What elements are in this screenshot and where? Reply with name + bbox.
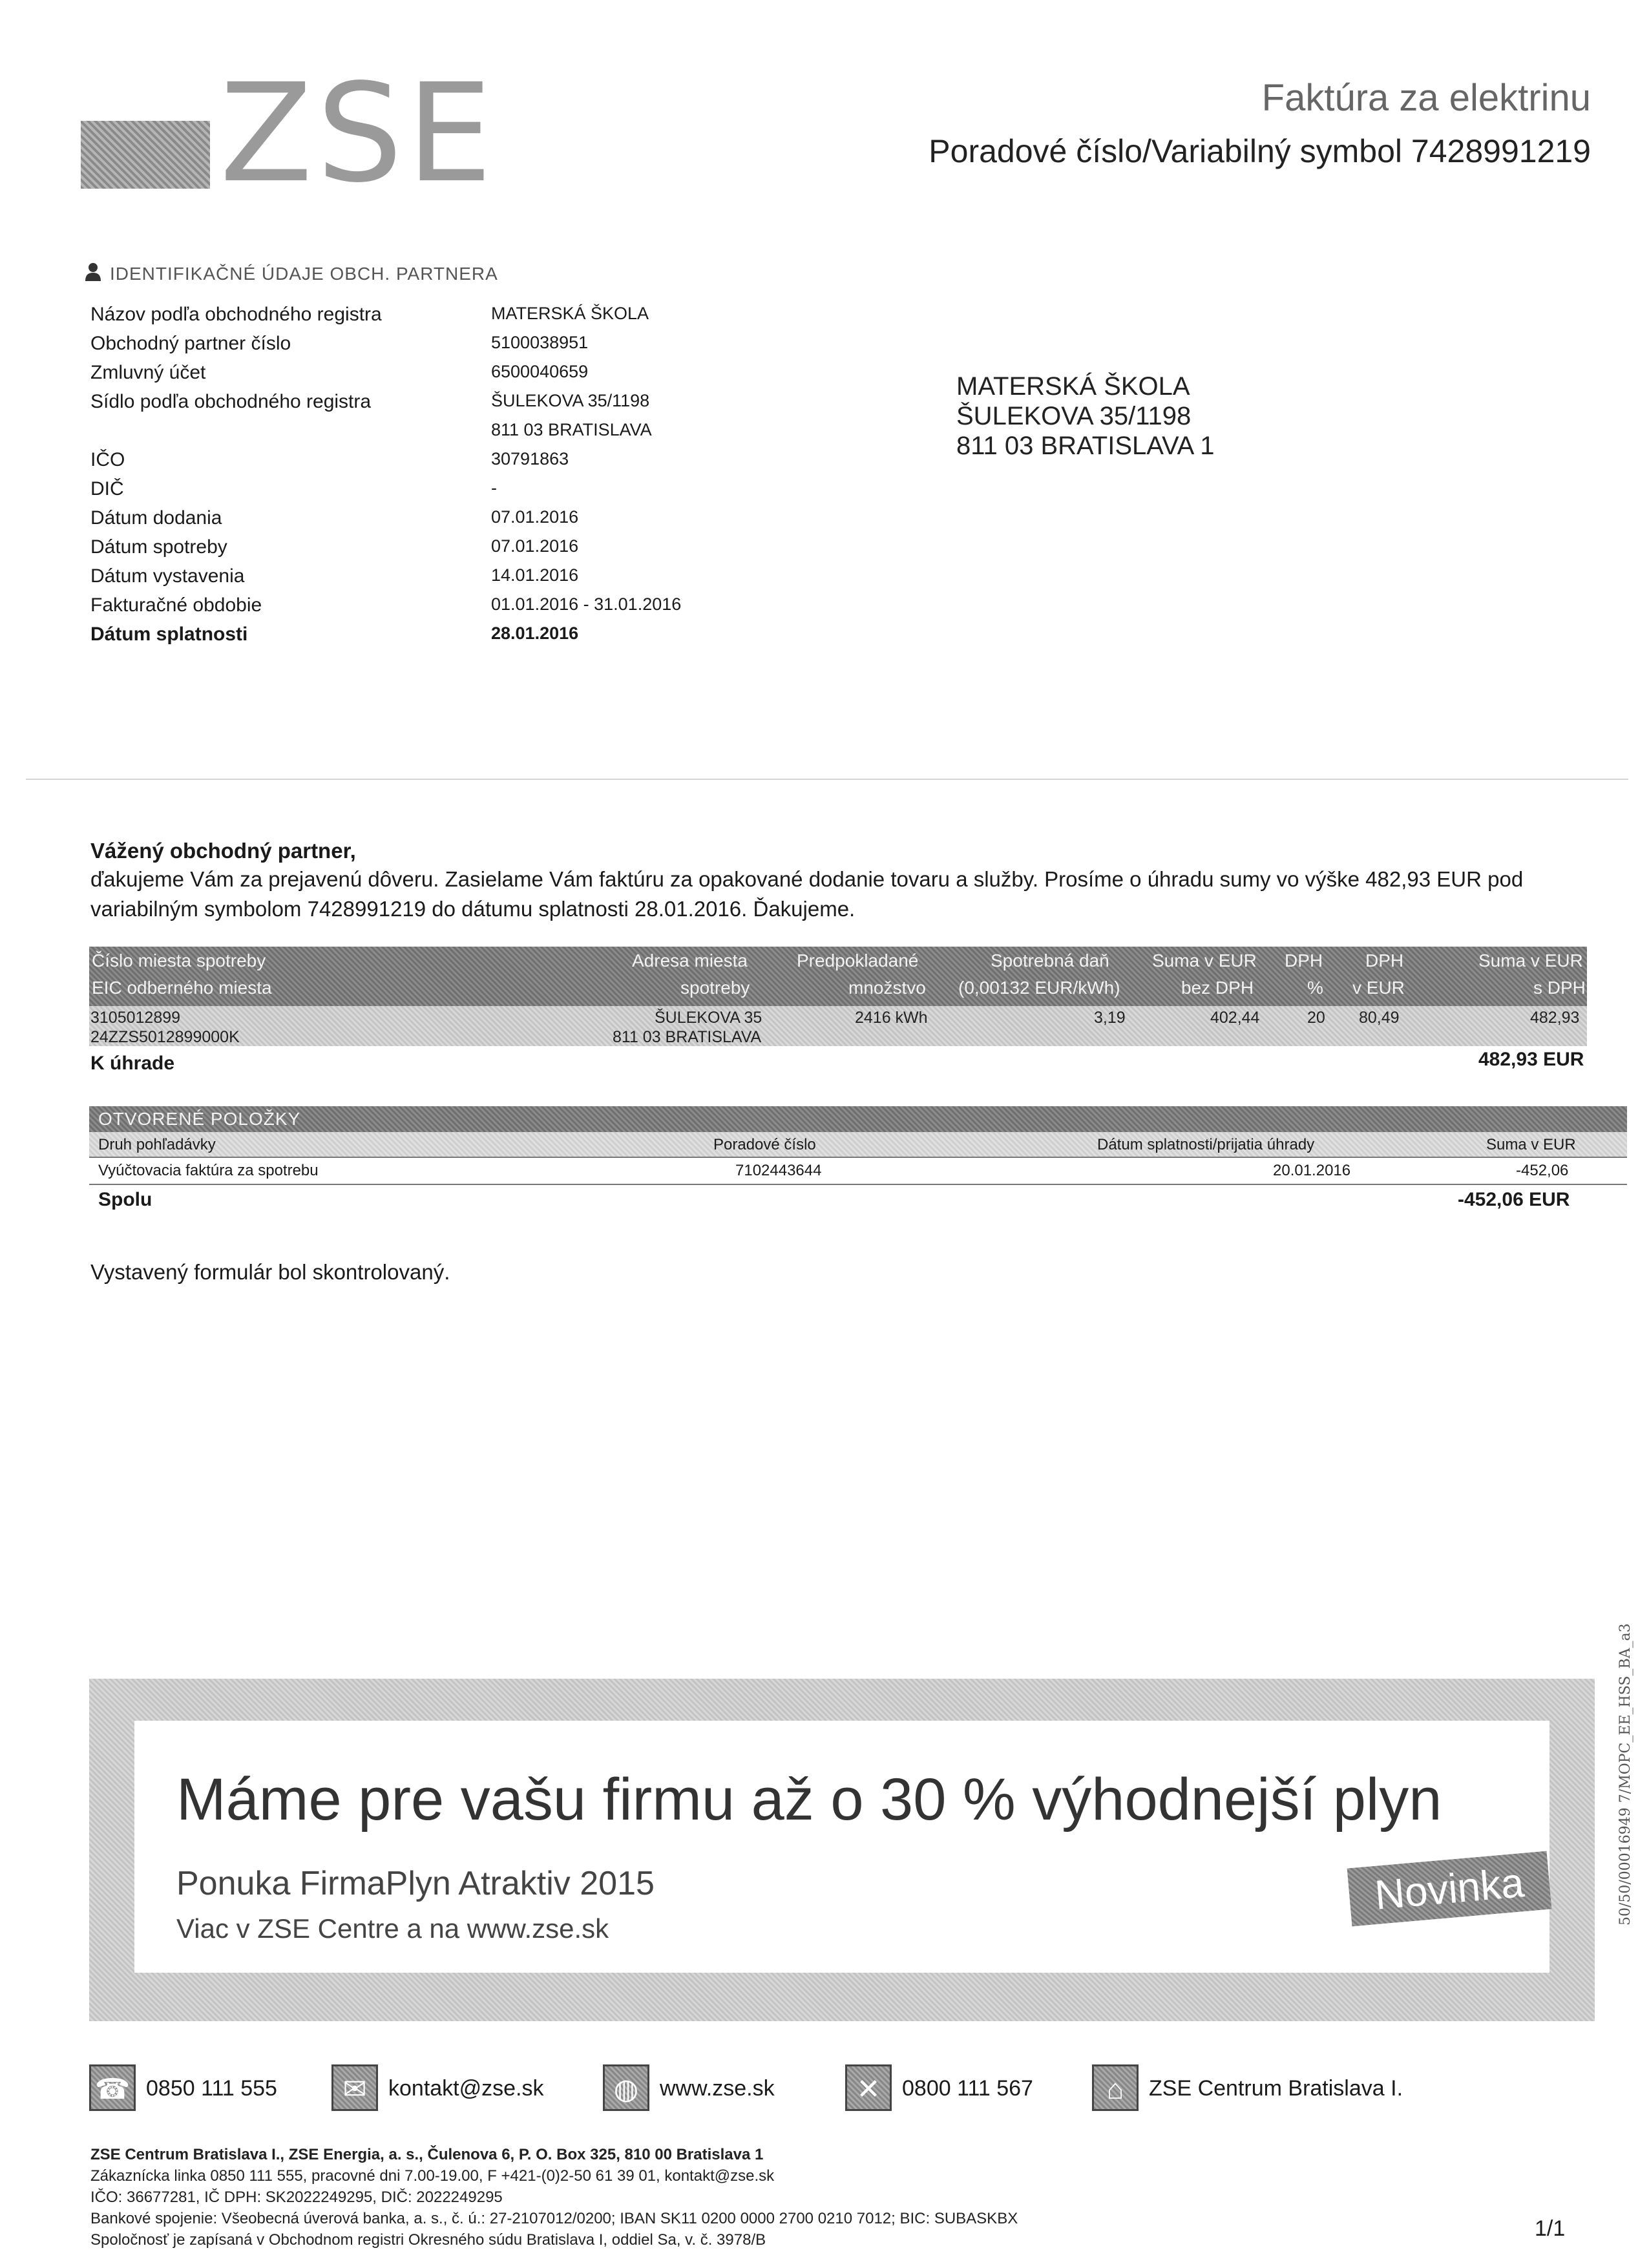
col-header: %	[1307, 978, 1323, 998]
detail-value: 30791863	[491, 449, 569, 468]
vat-amount: 80,49	[1359, 1009, 1400, 1027]
logo-text: ZSE	[220, 54, 496, 213]
sum-value: -452,06 EUR	[1458, 1189, 1570, 1210]
detail-value: 07.01.2016	[491, 507, 579, 527]
col-header: Adresa miesta	[632, 950, 748, 971]
phone-text: 0850 111 555	[146, 2076, 277, 2101]
col-header: Suma v EUR	[1152, 950, 1257, 971]
address-city: 811 03 BRATISLAVA	[613, 1028, 762, 1046]
email-text: kontakt@zse.sk	[388, 2076, 544, 2101]
detail-value: MATERSKÁ ŠKOLA	[491, 304, 649, 323]
col-header: (0,00132 EUR/kWh)	[958, 978, 1120, 998]
claim-number: 7102443644	[735, 1162, 822, 1179]
fault-text: 0800 111 567	[902, 2076, 1033, 2101]
excise-tax: 3,19	[1094, 1009, 1126, 1027]
footer-line: Spoločnosť je zapísaná v Obchodnom registri Okresného súdu Bratislava I, oddiel Sa, v. č. 3978/B	[90, 2231, 766, 2249]
col-header: EIC odberného miesta	[92, 978, 272, 998]
open-items-total	[89, 1185, 1627, 1213]
address-line: ŠULEKOVA 35/1198	[956, 402, 1192, 430]
footer	[90, 2144, 1018, 2251]
zse-logo-mark-icon	[81, 121, 210, 189]
address-line: MATERSKÁ ŠKOLA	[956, 372, 1190, 401]
open-items-section	[89, 1106, 1627, 1213]
detail-label: Fakturačné obdobie	[90, 594, 262, 616]
total-row	[89, 1046, 1587, 1078]
letter-body: ďakujeme Vám za prejavenú dôveru. Zasielame Vám faktúru za opakované dodanie tovaru a služby. Prosíme o úhradu sumy vo výške 482,93 EUR pod variabilným symbolom 7428991219 do dátumu splatnosti 28.01.2016. Ďakujeme.	[90, 867, 1524, 921]
detail-value: ŠULEKOVA 35/1198	[491, 391, 650, 410]
sum-label: Spolu	[98, 1189, 152, 1210]
claim-sum: -452,06	[1516, 1162, 1569, 1179]
side-code-text: 50/50/00016949 7/MOPC_EE_HSS_BA_a3	[1617, 1623, 1633, 1926]
novinka-badge: Novinka	[1347, 1851, 1552, 1927]
detail-label: Dátum vystavenia	[90, 565, 245, 587]
col-header: Predpokladané	[797, 950, 919, 971]
open-items-heading: OTVORENÉ POLOŽKY	[89, 1106, 1627, 1132]
net-amount: 402,44	[1210, 1009, 1260, 1027]
col-header: s DPH	[1533, 978, 1586, 998]
promo-banner	[89, 1679, 1595, 2021]
detail-label: DIČ	[90, 478, 124, 499]
detail-label: Dátum spotreby	[90, 536, 227, 558]
page-number: 1/1	[1535, 2216, 1566, 2241]
detail-value: 5100038951	[491, 333, 589, 352]
partner-heading-text: IDENTIFIKAČNÉ ÚDAJE OBCH. PARTNERA	[110, 264, 498, 284]
total-value: 482,93 EUR	[1478, 1049, 1584, 1070]
detail-value: 01.01.2016 - 31.01.2016	[491, 594, 682, 614]
web-text: www.zse.sk	[660, 2076, 775, 2101]
col-header: DPH	[1285, 950, 1323, 971]
side-code	[1612, 1577, 1637, 1926]
globe-icon: ◍	[603, 2064, 649, 2111]
document-title: Faktúra za elektrinu	[1261, 77, 1591, 119]
table-header	[89, 947, 1587, 1006]
checked-note: Vystavený formulár bol skontrolovaný.	[90, 1260, 450, 1284]
greeting: Vážený obchodný partner,	[90, 839, 356, 863]
detail-value: -	[491, 478, 497, 498]
detail-value: 07.01.2016	[491, 536, 579, 556]
address-street: ŠULEKOVA 35	[655, 1009, 762, 1027]
house-icon: ⌂	[1092, 2064, 1139, 2111]
detail-value: 811 03 BRATISLAVA	[491, 420, 652, 439]
consumption-table	[89, 947, 1587, 1078]
col-header: Dátum splatnosti/prijatia úhrady	[1097, 1136, 1315, 1153]
col-header: Číslo miesta spotreby	[92, 950, 266, 971]
envelope-icon: ✉	[331, 2064, 378, 2111]
claim-type: Vyúčtovacia faktúra za spotrebu	[98, 1162, 319, 1179]
address-line: 811 03 BRATISLAVA 1	[956, 432, 1215, 460]
col-header: Druh pohľadávky	[98, 1136, 216, 1153]
phone-icon: ☎	[89, 2064, 136, 2111]
col-header: DPH	[1365, 950, 1404, 971]
detail-label: Zmluvný účet	[90, 362, 206, 383]
promo-content	[134, 1721, 1549, 1973]
detail-label: Dátum dodania	[90, 507, 222, 529]
person-icon	[84, 262, 102, 282]
promo-title: Máme pre vašu firmu až o 30 % výhodnejší plyn	[176, 1767, 1442, 1832]
footer-line: Zákaznícka linka 0850 111 555, pracovné dni 7.00-19.00, F +421-(0)2-50 61 39 01, kontakt@zse.sk	[90, 2167, 775, 2185]
detail-label: Obchodný partner číslo	[90, 333, 291, 354]
detail-value: 6500040659	[491, 362, 589, 381]
col-header: Poradové číslo	[713, 1136, 816, 1153]
fold-line	[26, 779, 1628, 780]
quantity: 2416 kWh	[855, 1009, 928, 1027]
footer-line: IČO: 36677281, IČ DPH: SK2022249295, DIČ: 2022249295	[90, 2189, 503, 2206]
claim-date: 20.01.2016	[1273, 1162, 1351, 1179]
col-header: Suma v EUR	[1486, 1136, 1576, 1153]
col-header: bez DPH	[1181, 978, 1254, 998]
tools-icon: ✕	[845, 2064, 892, 2111]
col-header: spotreby	[680, 978, 750, 998]
detail-label: Sídlo podľa obchodného registra	[90, 391, 372, 412]
col-header: Spotrebná daň	[991, 950, 1109, 971]
partner-heading	[84, 262, 498, 284]
detail-label: IČO	[90, 449, 125, 470]
center-text: ZSE Centrum Bratislava I.	[1149, 2076, 1403, 2101]
contact-bar	[89, 2064, 1588, 2116]
total-label: K úhrade	[90, 1053, 175, 1074]
detail-value: 28.01.2016	[491, 624, 579, 643]
zse-logo	[81, 54, 496, 213]
recipient-address	[956, 372, 1215, 461]
eic-code: 24ZZS5012899000K	[90, 1028, 240, 1046]
col-header: množstvo	[848, 978, 926, 998]
table-row	[89, 1158, 1627, 1185]
vat-percent: 20	[1307, 1009, 1325, 1027]
gross-amount: 482,93	[1530, 1009, 1580, 1027]
place-number: 3105012899	[90, 1009, 181, 1027]
footer-line: ZSE Centrum Bratislava I., ZSE Energia, a. s., Čulenova 6, P. O. Box 325, 810 00 Bratislava 1	[90, 2146, 764, 2163]
col-header: v EUR	[1352, 978, 1405, 998]
detail-label: Názov podľa obchodného registra	[90, 304, 382, 325]
open-items-columns	[89, 1132, 1627, 1158]
promo-link[interactable]: Viac v ZSE Centre a na www.zse.sk	[176, 1913, 609, 1944]
detail-value: 14.01.2016	[491, 565, 579, 585]
footer-line: Bankové spojenie: Všeobecná úverová banka, a. s., č. ú.: 27-2107012/0200; IBAN SK11 0200 0000 2700 0210 7012; BIC: SUBASKBX	[90, 2210, 1018, 2227]
promo-subtitle: Ponuka FirmaPlyn Atraktiv 2015	[176, 1865, 655, 1902]
table-row	[89, 1006, 1587, 1046]
detail-label: Dátum splatnosti	[90, 624, 248, 645]
variable-symbol: Poradové číslo/Variabilný symbol 7428991219	[929, 133, 1591, 169]
col-header: Suma v EUR	[1478, 950, 1583, 971]
